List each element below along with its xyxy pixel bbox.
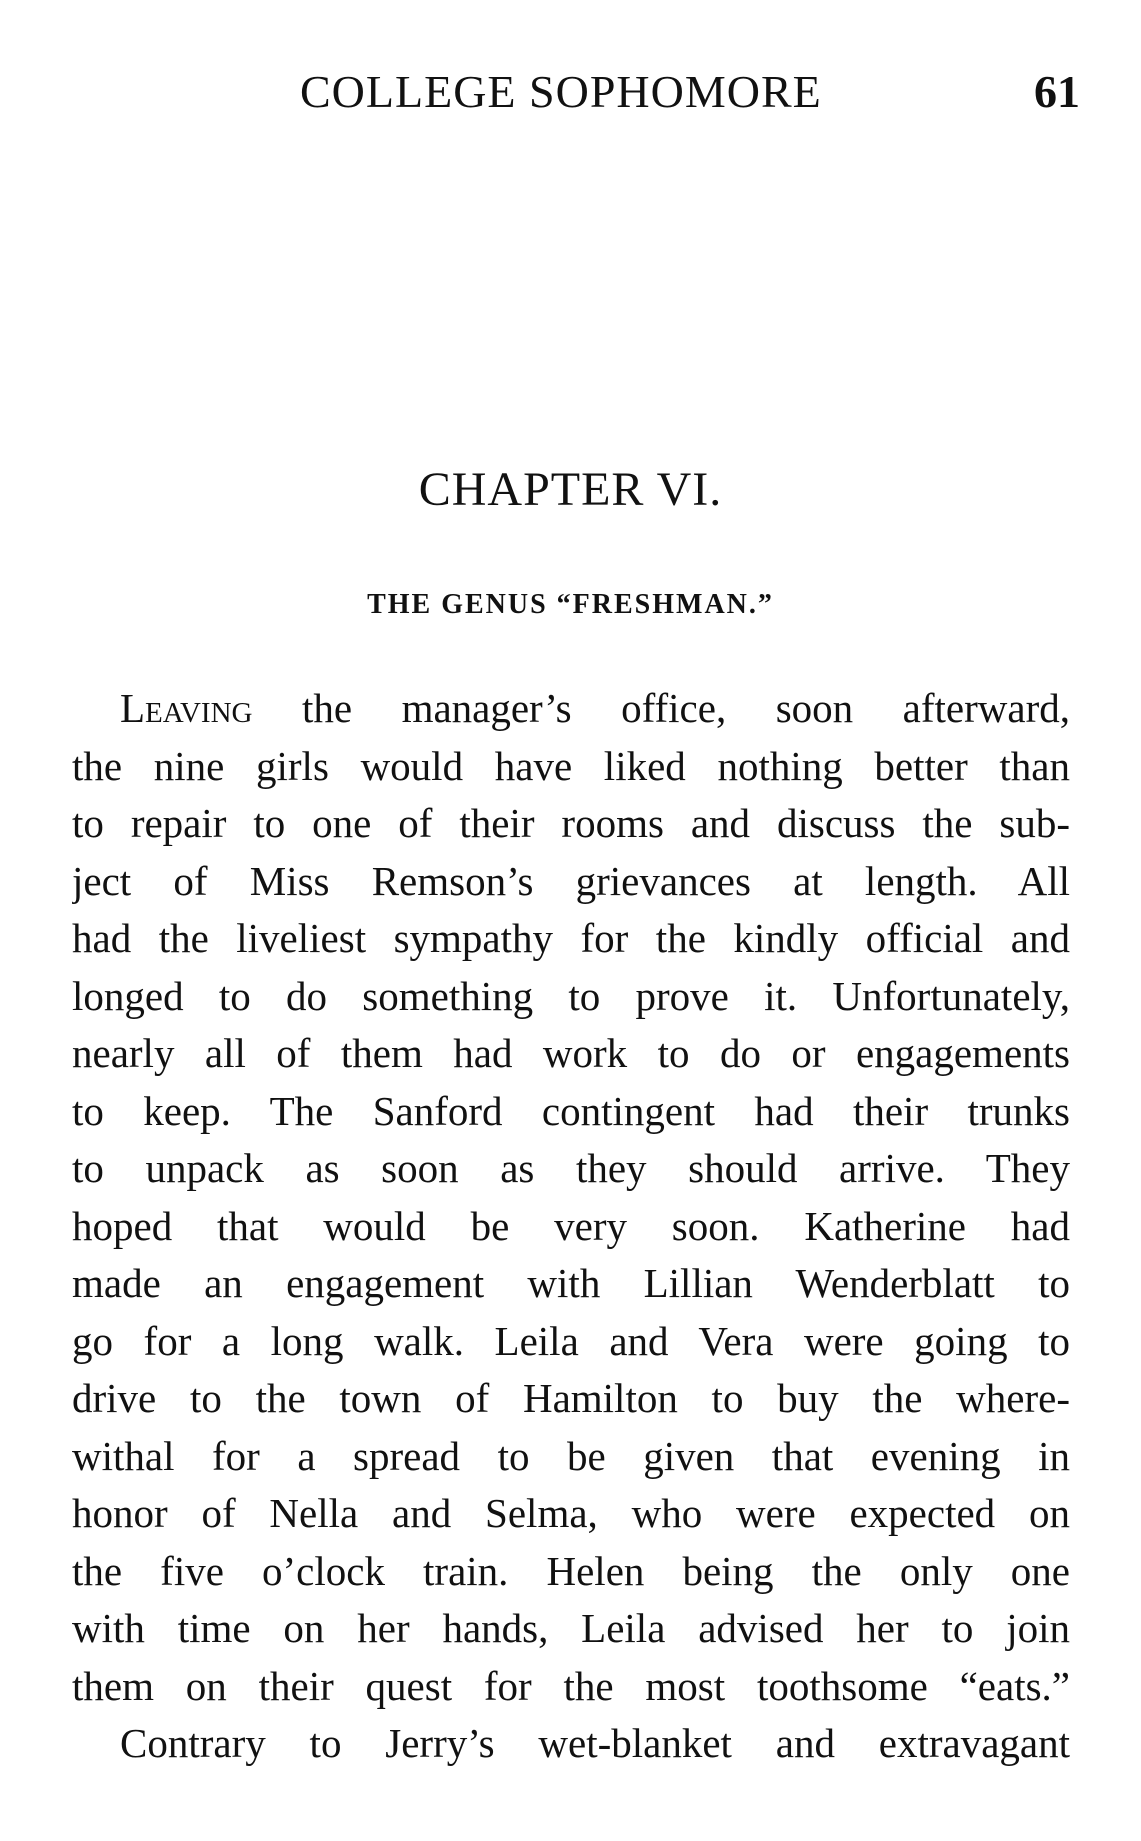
text-line: to repair to one of their rooms and discuss the sub- <box>72 800 1070 846</box>
text-line: ject of Miss Remson’s grievances at length. All <box>72 857 1070 904</box>
text-line: had the liveliest sympathy for the kindly official and <box>72 915 1070 961</box>
text-line: nearly all of them had work to do or engagements <box>72 1030 1070 1076</box>
text-line: longed to do something to prove it. Unfortunately, <box>72 972 1070 1019</box>
body-text <box>72 680 1070 1773</box>
text-line: hoped that would be very soon. Katherine had <box>72 1202 1070 1249</box>
chapter-subtitle: THE GENUS “FRESHMAN.” <box>367 589 774 620</box>
first-word: Leaving <box>120 685 253 731</box>
text-line: the five o’clock train. Helen being the only one <box>72 1547 1070 1594</box>
page-number: 61 <box>1034 66 1080 117</box>
text-line: drive to the town of Hamilton to buy the where- <box>72 1375 1070 1421</box>
text-line: the nine girls would have liked nothing better than <box>72 742 1070 789</box>
text-line: to unpack as soon as they should arrive. They <box>72 1145 1070 1191</box>
running-head <box>300 62 1080 122</box>
text-line: with time on her hands, Leila advised her to join <box>72 1605 1070 1651</box>
text-line: honor of Nella and Selma, who were expected on <box>72 1490 1070 1536</box>
text-line: go for a long walk. Leila and Vera were going to <box>72 1317 1070 1364</box>
text-line: withal for a spread to be given that evening in <box>72 1432 1070 1479</box>
text-line: to keep. The Sanford contingent had their trunks <box>72 1087 1070 1134</box>
chapter-heading: CHAPTER VI. <box>418 463 723 516</box>
text-line: made an engagement with Lillian Wenderblatt to <box>72 1260 1070 1306</box>
text-line: them on their quest for the most toothsome “eats.” <box>72 1662 1070 1709</box>
text-line: Contrary to Jerry’s wet-blanket and extravagant <box>120 1720 1070 1766</box>
text-line <box>72 680 1070 738</box>
text-line-content: the manager’s office, soon afterward, <box>252 685 1070 731</box>
running-title: COLLEGE SOPHOMORE <box>300 66 822 117</box>
